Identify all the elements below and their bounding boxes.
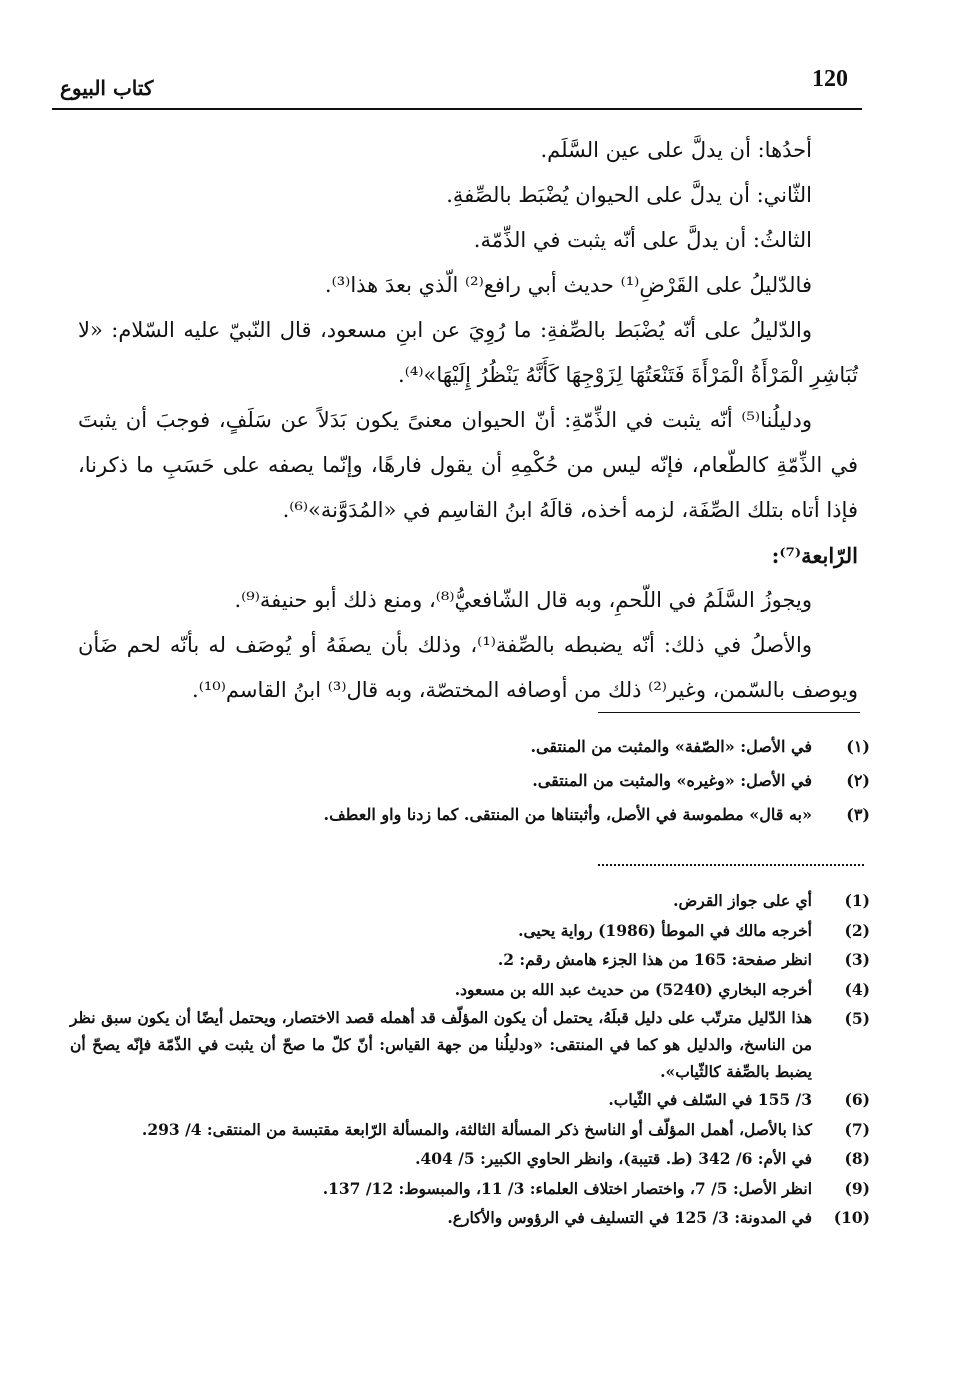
footnote-number: (9) — [844, 1178, 870, 1198]
footnote — [70, 1085, 870, 1115]
paragraph-2: الثّاني: أن يدلَّ على الحيوان يُضْبَط بالصِّفةِ. — [446, 183, 812, 207]
footnote-number: (6) — [844, 1090, 870, 1109]
footnote-number: (4) — [844, 979, 870, 999]
footnote-text: كذا بالأصل، أهمل المؤلّف أو الناسخ ذكر المسألة الثالثة، والمسألة الرّابعة مقتبسة من المنتقى: 4/ 293. — [141, 1119, 812, 1139]
footnote-number: (10) — [833, 1208, 870, 1227]
footnote-rule — [598, 712, 860, 713]
critical-note — [70, 798, 870, 832]
footnote — [70, 1174, 870, 1204]
footnote-number: (3) — [844, 950, 870, 969]
footnote-number: (5) — [844, 1009, 870, 1028]
paragraph-7: ويجوزُ السَّلَمُ في اللّحمِ، وبه قال الشّافعيُّ⁽⁸⁾، ومنع ذلك أبو حنيفة⁽⁹⁾. — [234, 588, 812, 612]
footnote-number: (2) — [844, 920, 870, 940]
footnote-number: (7) — [844, 1119, 870, 1139]
footnotes — [70, 886, 870, 1233]
footnote-text: انظر الأصل: 5/ 7، واختصار اختلاف العلماء: 3/ 11، والمبسوط: 12/ 137. — [322, 1178, 812, 1198]
footnote-text: 3/ 155 في السّلف في الثّياب. — [608, 1090, 812, 1109]
dotted-separator — [598, 864, 864, 866]
paragraph-5: والدّليلُ على أنّه يُضْبَط بالصِّفةِ: ما رُوِيَ عن ابنِ مسعود، قال النّبيّ عليه السّلام: «لا تُبَاشِرِ الْمَرْأَةُ الْمَرْأَةَ فَتَنْعَتُهَا لِزَوْجِهَا كَأَنَّهُ يَنْظُرُ إِلَيْهَا»⁽⁴⁾. — [78, 318, 858, 387]
footnote-number: (8) — [844, 1149, 870, 1168]
note-text: في الأصل: «الصّفة» والمثبت من المنتقى. — [530, 737, 812, 756]
footnote — [70, 975, 870, 1005]
footnote — [70, 1203, 870, 1233]
footnote — [70, 1144, 870, 1174]
note-number: (١) — [846, 737, 870, 756]
footnote-text: أخرجه البخاري (5240) من حديث عبد الله بن مسعود. — [454, 979, 812, 999]
main-text — [78, 128, 858, 713]
paragraph-4: فالدّليلُ على القَرْضِ⁽¹⁾ حديث أبي رافع⁽²⁾ الّذي بعدَ هذا⁽³⁾. — [324, 273, 812, 297]
running-title: كتاب البيوع — [60, 76, 154, 100]
footnote-text: أخرجه مالك في الموطأ (1986) رواية يحيى. — [518, 920, 812, 940]
note-text: في الأصل: «وغيره» والمثبت من المنتقى. — [532, 771, 812, 790]
critical-note — [70, 730, 870, 764]
footnote-number: (1) — [844, 891, 870, 910]
paragraph-1: أحدُها: أن يدلَّ على عين السَّلَم. — [540, 138, 812, 162]
footnote-text: في المدونة: 3/ 125 في التسليف في الرؤوس والأكارع. — [447, 1208, 812, 1227]
paragraph-8: والأصلُ في ذلك: أنّه يضبطه بالصِّفة⁽¹⁾، وذلك بأن يصفَهُ أو يُوصَف له بأنّه لحم ضَأن ويوصف بالسّمن، وغير⁽²⁾ ذلك من أوصافه المختصّة، وبه قال⁽³⁾ ابنُ القاسم⁽¹⁰⁾. — [78, 633, 858, 702]
critical-notes — [70, 730, 870, 832]
paragraph-3: الثالثُ: أن يدلَّ على أنّه يثبت في الذِّمّة. — [473, 228, 812, 252]
paragraph-6: ودليلُنا⁽⁵⁾ أنّه يثبت في الذِّمّةِ: أنّ الحيوان معنىً يكون بَدَلاً عن سَلَفٍ، فوجبَ أن يثبتَ في الذِّمّةِ كالطّعام، فإنّه ليس من حُكْمِهِ أن يقول فارهًا، وإنّما يصفه على حَسَبِ ما ذكرنا، فإذا أتاه بتلك الصِّفَة، لزمه أخذه، قالَهُ ابنُ القاسِم في «المُدَوَّنة»⁽⁶⁾. — [78, 408, 858, 522]
footnote — [70, 886, 870, 916]
footnote — [70, 945, 870, 975]
page-number: 120 — [812, 66, 848, 92]
footnote-text: هذا الدّليل مترتّب على دليل قبلَهُ، يحتمل أن يكون المؤلّف قد أهمله قصد الاختصار، ويحتمل أيضًا أن يكون سبق نظر من الناسخ، والدليل هو كما في المنتقى: «ودليلُنا من جهة القياس: أنّ كلّ ما صحّ أن يثبت في الذّمّة فإنّه يصحّ أن يضبط بالصِّفة كالثّياب». — [70, 1008, 812, 1081]
footnote — [70, 1004, 870, 1085]
footnote-text: أي على جواز القرض. — [673, 891, 812, 910]
note-number: (٢) — [846, 771, 870, 790]
footnote — [70, 916, 870, 946]
header-rule — [52, 108, 862, 110]
section-heading: الرّابعة⁽⁷⁾: — [771, 543, 858, 568]
note-text: «به قال» مطموسة في الأصل، وأثبتناها من المنتقى. كما زدنا واو العطف. — [323, 805, 812, 824]
critical-note — [70, 764, 870, 798]
footnote-text: في الأم: 6/ 342 (ط. قتيبة)، وانظر الحاوي الكبير: 5/ 404. — [415, 1149, 812, 1168]
footnote-text: انظر صفحة: 165 من هذا الجزء هامش رقم: 2. — [497, 950, 812, 969]
note-number: (٣) — [846, 805, 870, 824]
footnote — [70, 1115, 870, 1145]
